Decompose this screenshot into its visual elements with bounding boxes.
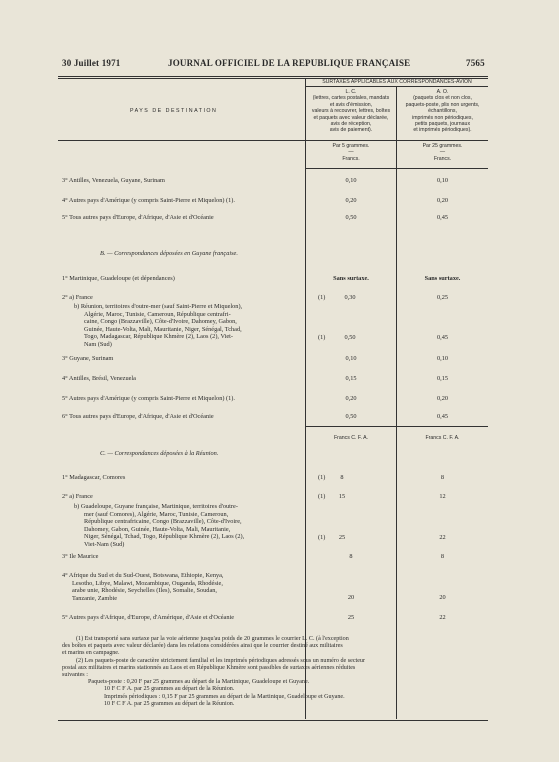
footnote-line: 10 F C F A. par 25 grammes au départ de la Réunion. — [104, 686, 235, 693]
row-label: 6° Tous autres pays d'Europe, d'Afrique, d'Asie et d'Océanie — [62, 413, 214, 420]
ao-value: 0,45 — [436, 214, 449, 221]
footnote-line: Imprimés périodiques : 0,15 F par 25 grammes au départ de la Martinique, Guadeloupe et Guyane. — [104, 693, 345, 700]
lc-value: 0,20 — [345, 395, 357, 402]
footnote-ref: (1) — [318, 294, 326, 301]
lc-desc-line: avis de paiement). — [329, 127, 373, 134]
section-b-title: B. — Correspondances déposées en Guyane française. — [100, 250, 238, 257]
page-number: 7565 — [466, 58, 485, 68]
footnote-line: postal aux militaires et marins stationnés au Laos et en République Khmère sont passibles de surtaxes aériennes réduites — [62, 664, 356, 671]
row-label-multiline: b) Guadeloupe, Guyane française, Martinique, territoires d'outre- mer (sauf Comores), Algérie, Maroc, Tunisie, Cameroun, République centrafricaine, Congo (Brazzaville), Côte-d'Ivoire, Dahomey, Gabon, Guinée, Haute-Volta, Mali, Mauritanie, Niger, Sénégal, Tchad, Togo, République Khmère (2), Laos (2), Viet-Nam (Sud) — [74, 503, 245, 548]
lc-desc-line: valeurs à recouvrer, lettres, boîtes — [311, 108, 391, 115]
row-label: 5° Tous autres pays d'Europe, d'Afrique, d'Asie et d'Océanie — [62, 214, 214, 221]
lc-value: 0,10 — [345, 177, 357, 184]
row-label-multiline: 4° Afrique du Sud et du Sud-Ouest, Botswana, Ethiopie, Kenya, Lesotho, Libye, Malawi, Mozambique, Ouganda, Rhodésie, arabe unie, Rhodésie, Seychelles (Iles), Somalie, Soudan, Tanzanie, Zambie — [62, 572, 224, 602]
lc-value: 0,30 — [344, 294, 356, 301]
lc-value: 0,10 — [345, 355, 357, 362]
footnote-line: et marins en campagne. — [62, 650, 120, 657]
row-label: 3° Antilles, Venezuela, Guyane, Surinam — [62, 177, 165, 184]
row-label: 1° Martinique, Guadeloupe (et dépendances) — [62, 275, 175, 282]
ao-desc-line: (paquets clos et non clos, — [413, 95, 472, 102]
ao-value: 12 — [439, 493, 446, 500]
lc-header — [306, 89, 396, 134]
lc-value: 8 — [349, 553, 353, 560]
footnotes — [62, 636, 492, 708]
ao-value: 0,20 — [436, 197, 449, 204]
lc-value: 0,20 — [345, 197, 357, 204]
lc-title: L. C. — [345, 89, 357, 95]
lc-desc-line: et avis d'émission, — [329, 101, 373, 108]
lc-value: 25 — [347, 614, 355, 621]
lc-value: 15 — [338, 493, 346, 500]
footnote-line: 10 F C F A. par 25 grammes au départ de la Réunion. — [104, 700, 235, 707]
lc-value: 0,50 — [344, 334, 356, 341]
lc-desc-line: avis de réception, — [330, 121, 372, 128]
ao-desc-line: imprimés non périodiques, — [412, 114, 473, 121]
footnote-ref: (1) — [318, 493, 326, 500]
ao-header — [397, 89, 488, 134]
destination-header: PAYS DE DESTINATION — [130, 108, 218, 114]
row-label: 2° a) France — [62, 493, 93, 500]
lc-unit: Par 5 grammes. — Francs. — [332, 143, 370, 162]
ao-value: 0,20 — [436, 395, 449, 402]
ao-value: 8 — [440, 553, 445, 560]
ao-unit: Par 25 grammes. — Francs. — [422, 143, 463, 162]
journal-title: JOURNAL OFFICIEL DE LA REPUBLIQUE FRANÇAISE — [168, 58, 411, 68]
footnote-ref: (1) — [318, 534, 326, 541]
section-c-title: C. — Correspondances déposées à la Réunion. — [100, 450, 219, 457]
footnote-line: (2) Les paquets-poste de caractère strictement familial et les imprimés périodiques adressés sous un numéro de secteur — [76, 657, 366, 664]
lc-desc-line: et paquets avec valeur déclarée, — [313, 114, 389, 121]
ao-value: 0,45 — [436, 334, 449, 341]
ao-value: 0,10 — [436, 355, 449, 362]
ao-value: 22 — [439, 534, 446, 541]
footnote-line: suivantes : — [62, 672, 88, 679]
lc-desc-line: (lettres, cartes postales, mandats — [312, 95, 390, 102]
lc-value: 0,15 — [345, 375, 357, 382]
ao-value: 20 — [439, 594, 446, 601]
lc-value: 25 — [338, 534, 346, 541]
row-label: 1° Madagascar, Comores — [62, 474, 126, 481]
head-rule — [58, 140, 488, 141]
footnote-line: des boîtes et paquets avec valeur déclarée) dans les relations considérées ainsi que le courrier destiné aux militaires — [62, 643, 343, 650]
footnote-line: Paquets-poste : 0,20 F par 25 grammes au départ de la Martinique, Guadeloupe et Guyane. — [88, 679, 310, 686]
ao-value: 0,15 — [436, 375, 449, 382]
row-label: 3° Ile Maurice — [62, 553, 99, 560]
ao-desc-line: échantillons, — [428, 108, 457, 115]
ao-title: A. O. — [436, 89, 449, 95]
surtaxes-header: SURTAXES APPLICABLES AUX CORRESPONDANCES-AVION — [322, 79, 472, 85]
ao-value: 0,25 — [436, 294, 449, 301]
row-label: 2° a) France — [62, 294, 93, 301]
row-label-multiline: b) Réunion, territoires d'outre-mer (sauf Saint-Pierre et Miquelon), Algérie, Maroc, Tunisie, Cameroun, République centrafri- caine, Congo (Brazzaville), Côte-d'Ivoire, Dahomey, Gabon, Guinée, Haute-Volta, Mali, Mauritanie, Niger, Sénégal, Tchad, Togo, Madagascar, République Khmère (2), Laos (2), Viet- Nam (Sud) — [74, 303, 243, 348]
row-label: 3° Guyane, Surinam — [62, 355, 114, 362]
top-rule — [58, 76, 488, 77]
bottom-rule — [58, 720, 488, 721]
ao-desc-line: paquets-poste, plis non urgents, — [405, 101, 480, 108]
ao-desc-line: et imprimés périodiques). — [413, 127, 472, 134]
ao-desc-line: petits paquets, journaux — [414, 121, 471, 128]
lc-value: 8 — [340, 474, 344, 481]
ao-value: 22 — [439, 614, 446, 621]
ao-value: 0,45 — [436, 413, 449, 420]
ao-value: 8 — [440, 474, 445, 481]
cfa-rule-top — [305, 426, 488, 427]
ao-cfa-unit: Francs C. F. A. — [425, 435, 460, 441]
footnote-ref: (1) — [318, 474, 326, 481]
lc-value: 20 — [347, 594, 355, 601]
lc-value: Sans surtaxe. — [333, 275, 369, 282]
footnote-line: (1) Est transporté sans surtaxe par la voie aérienne jusqu'au poids de 20 grammes le courrier L. C. (à l'exception — [76, 636, 349, 642]
lc-value: 0,50 — [345, 413, 357, 420]
lc-cfa-unit: Francs C. F. A. — [333, 435, 368, 441]
lc-value: 0,50 — [345, 214, 357, 221]
ao-value: 0,10 — [436, 177, 449, 184]
row-label: 5° Autres pays d'Amérique (y compris Saint-Pierre et Miquelon) (1). — [62, 395, 235, 402]
row-label: 5° Autres pays d'Afrique, d'Europe, d'Amérique, d'Asie et d'Océanie — [62, 614, 235, 621]
row-label: 4° Autres pays d'Amérique (y compris Saint-Pierre et Miquelon) (1). — [62, 197, 235, 204]
ao-value: Sans surtaxe. — [424, 275, 461, 282]
footnote-ref: (1) — [318, 334, 326, 341]
issue-date: 30 Juillet 1971 — [62, 58, 121, 68]
row-label: 4° Antilles, Brésil, Venezuela — [62, 375, 136, 382]
